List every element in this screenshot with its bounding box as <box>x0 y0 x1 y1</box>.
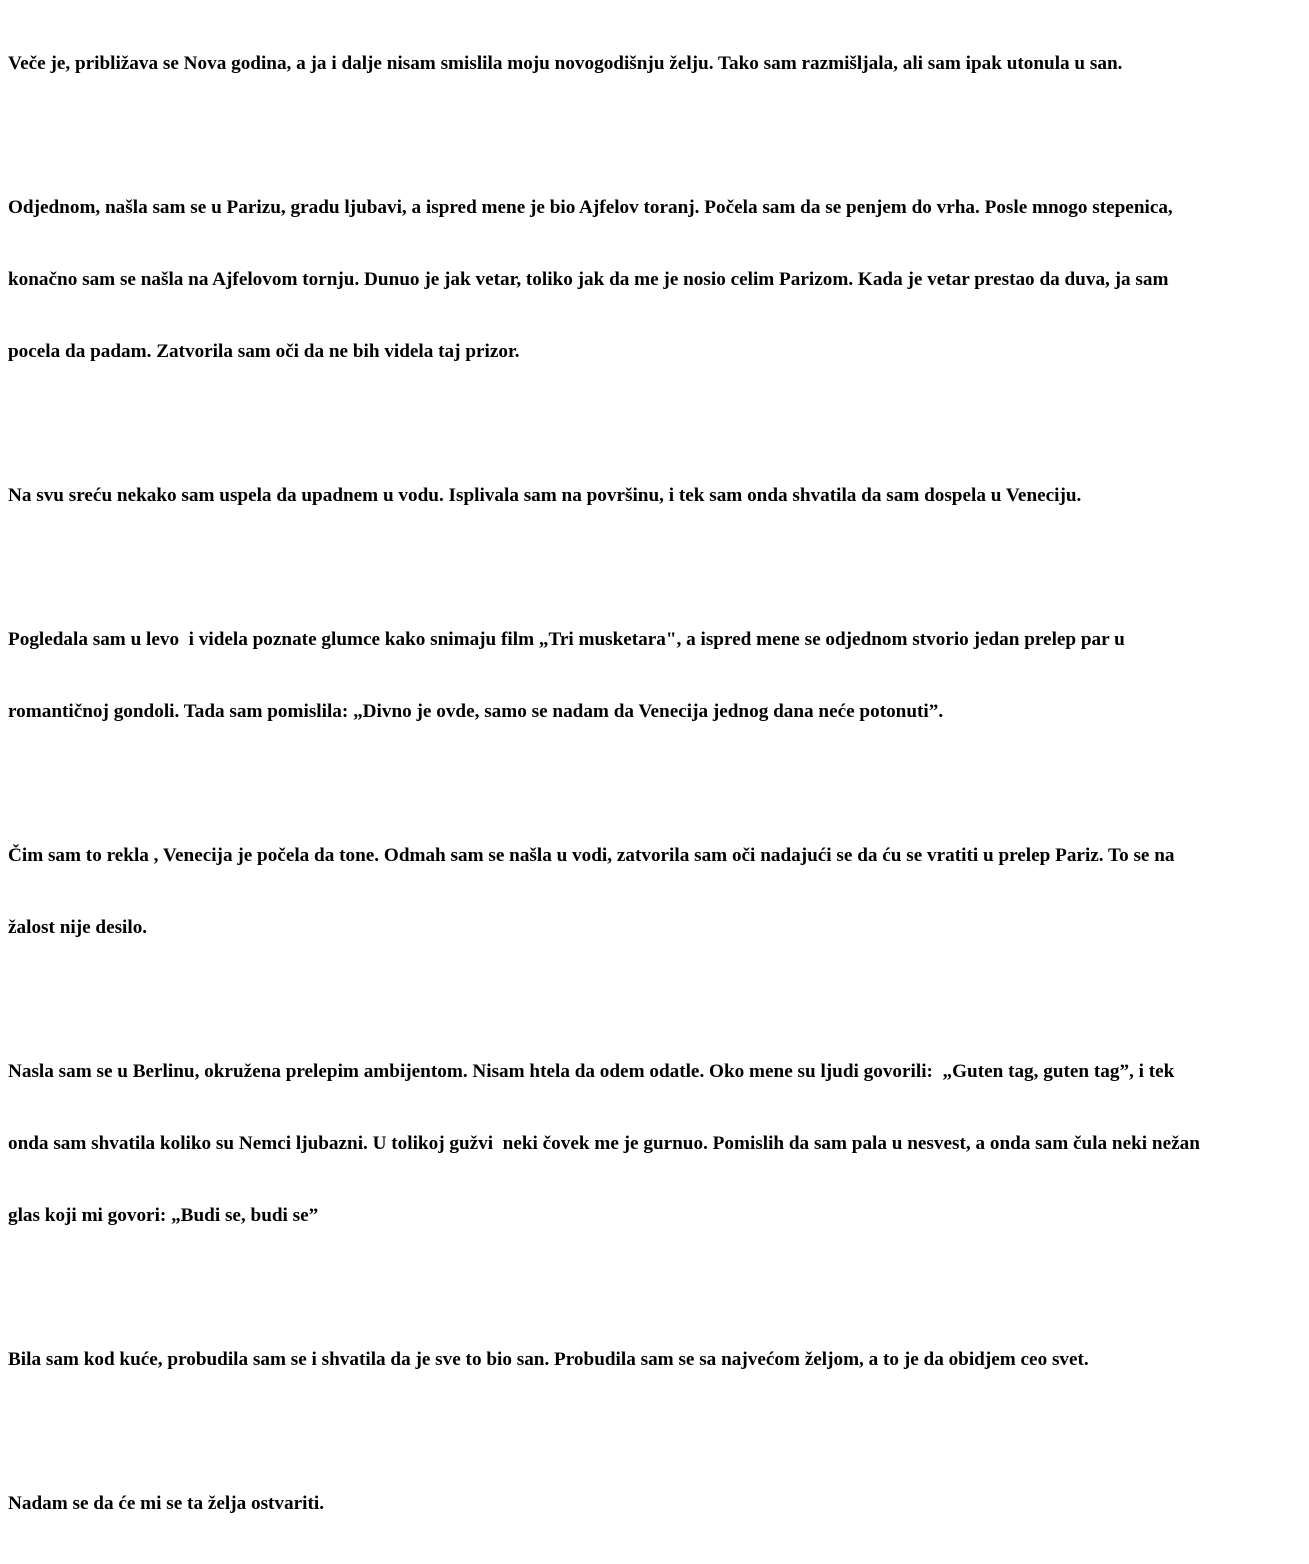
text-line: onda sam shvatila koliko su Nemci ljubazni. U tolikoj gužvi neki čovek me je gurnuo. Pomislih da sam pala u nesvest, a onda sam čula neki nežan <box>8 1133 1200 1154</box>
text-line: Bila sam kod kuće, probudila sam se i shvatila da je sve to bio san. Probudila sam se sa najvećom željom, a to je da obidjem ceo svet. <box>8 1349 1089 1370</box>
text-line: Nasla sam se u Berlinu, okružena prelepim ambijentom. Nisam htela da odem odatle. Oko mene su ljudi govorili: „Guten tag, guten tag”, i tek <box>8 1061 1175 1082</box>
text-line: žalost nije desilo. <box>8 917 148 938</box>
text-line: glas koji mi govori: „Budi se, budi se” <box>8 1205 319 1226</box>
paragraph-6 <box>8 1012 1299 1276</box>
paragraph-4 <box>8 580 1299 772</box>
text-line: Odjednom, našla sam se u Parizu, gradu ljubavi, a ispred mene je bio Ajfelov toranj. Počela sam da se penjem do vrha. Posle mnogo stepenica, <box>8 197 1173 218</box>
paragraph-1 <box>8 4 1299 124</box>
paragraph-3 <box>8 436 1299 556</box>
text-line: Čim sam to rekla , Venecija je počela da tone. Odmah sam se našla u vodi, zatvorila sam oči nadajući se da ću se vratiti u prelep Pariz. To se na <box>8 845 1175 866</box>
text-line: romantičnoj gondoli. Tada sam pomislila: „Divno je ovde, samo se nadam da Venecija jednog dana neće potonuti”. <box>8 701 944 722</box>
text-line: konačno sam se našla na Ajfelovom tornju. Dunuo je jak vetar, toliko jak da me je nosio celim Parizom. Kada je vetar prestao da duva, ja sam <box>8 269 1169 290</box>
text-line: Nadam se da će mi se ta želja ostvariti. <box>8 1493 324 1514</box>
text-line: Pogledala sam u levo i videla poznate glumce kako snimaju film „Tri musketara", a ispred mene se odjednom stvorio jedan prelep par u <box>8 629 1125 650</box>
paragraph-5 <box>8 796 1299 988</box>
paragraph-7 <box>8 1300 1299 1420</box>
text-line: Veče je, približava se Nova godina, a ja i dalje nisam smislila moju novogodišnju želju. Tako sam razmišljala, ali sam ipak utonula u san. <box>8 53 1123 74</box>
text-line: Na svu sreću nekako sam uspela da upadnem u vodu. Isplivala sam na površinu, i tek sam onda shvatila da sam dospela u Veneciju. <box>8 485 1082 506</box>
paragraph-8 <box>8 1444 1299 1564</box>
text-line: pocela da padam. Zatvorila sam oči da ne bih videla taj prizor. <box>8 341 520 362</box>
paragraph-2 <box>8 148 1299 412</box>
